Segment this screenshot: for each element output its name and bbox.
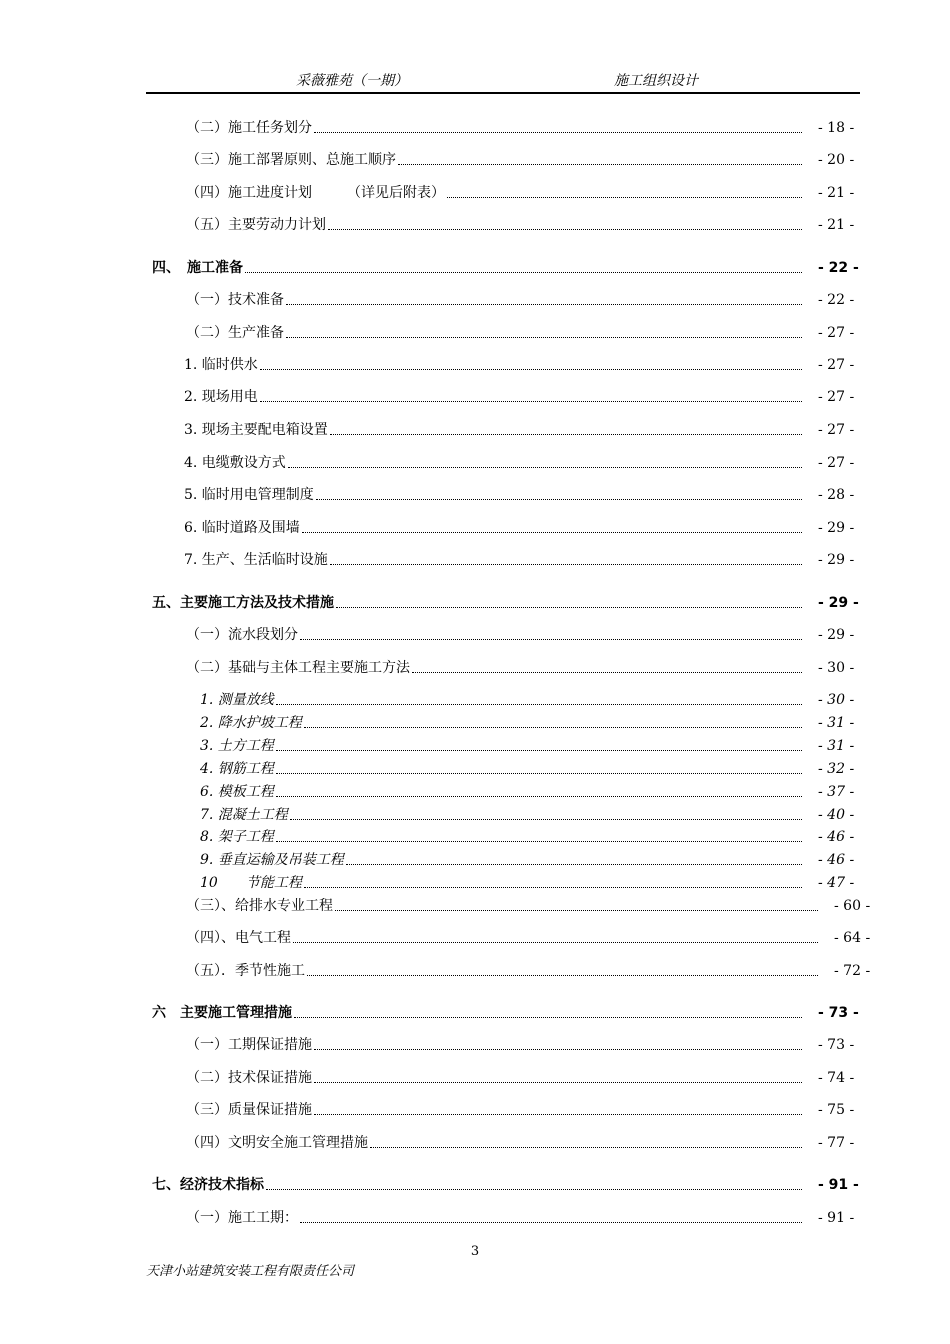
- toc-entry-label: 8. 架子工程: [200, 829, 274, 845]
- toc-entry-label: （二）施工任务划分: [186, 120, 312, 136]
- toc-entry-page: - 77 -: [818, 1135, 855, 1151]
- toc-leader-dots: [330, 564, 802, 565]
- toc-entry-page: - 18 -: [818, 120, 855, 136]
- toc-entry[interactable]: [0, 625, 950, 645]
- toc-entry-label: （四）文明安全施工管理措施: [186, 1135, 368, 1151]
- toc-entry[interactable]: [0, 215, 950, 235]
- toc-entry[interactable]: [0, 387, 950, 407]
- toc-entry-label: 3. 土方工程: [200, 738, 274, 754]
- toc-entry[interactable]: [0, 928, 950, 948]
- toc-entry-label: （四）、电气工程: [186, 930, 291, 946]
- toc-entry-page: - 29 -: [818, 627, 855, 643]
- toc-entry[interactable]: [0, 518, 950, 538]
- toc-entry-page: - 28 -: [818, 487, 855, 503]
- toc-leader-dots: [290, 819, 802, 820]
- toc-entry[interactable]: [0, 896, 950, 916]
- toc-entry[interactable]: [0, 593, 950, 613]
- toc-entry[interactable]: [0, 713, 950, 733]
- toc-leader-dots: [398, 164, 802, 165]
- toc-entry-page: - 22 -: [818, 292, 855, 308]
- toc-leader-dots: [304, 727, 802, 728]
- toc-leader-dots: [300, 639, 802, 640]
- toc-entry-label: 1. 临时供水: [184, 357, 258, 373]
- toc-entry-label: （二）技术保证措施: [186, 1070, 312, 1086]
- toc-entry-page: - 73 -: [818, 1005, 859, 1021]
- page-footer-company: 天津小站建筑安装工程有限责任公司: [146, 1264, 355, 1279]
- toc-entry-page: - 72 -: [834, 963, 871, 979]
- toc-entry-page: - 64 -: [834, 930, 871, 946]
- toc-entry-label: （二）基础与主体工程主要施工方法: [186, 660, 410, 676]
- toc-entry-page: - 73 -: [818, 1037, 855, 1053]
- toc-entry[interactable]: [0, 550, 950, 570]
- page-header: [146, 70, 860, 94]
- toc-entry[interactable]: [0, 1035, 950, 1055]
- toc-entry-page: - 46 -: [818, 829, 855, 845]
- toc-leader-dots: [294, 1017, 802, 1018]
- toc-entry-page: - 32 -: [818, 761, 855, 777]
- toc-entry-page: - 60 -: [834, 898, 871, 914]
- toc-leader-dots: [336, 607, 802, 608]
- toc-entry-label: （一）施工工期：: [186, 1210, 298, 1226]
- toc-leader-dots: [286, 337, 802, 338]
- page-number: 3: [470, 1244, 480, 1259]
- toc-entry-page: - 27 -: [818, 325, 855, 341]
- toc-entry[interactable]: [0, 258, 950, 278]
- toc-entry-page: - 20 -: [818, 152, 855, 168]
- toc-entry-page: - 31 -: [818, 738, 855, 754]
- toc-entry-page: - 91 -: [818, 1177, 859, 1193]
- toc-leader-dots: [307, 975, 818, 976]
- header-project-name: 采薇雅苑（一期）: [296, 73, 408, 89]
- toc-entry-page: - 30 -: [818, 692, 855, 708]
- toc-leader-dots: [346, 864, 802, 865]
- toc-entry[interactable]: [0, 827, 950, 847]
- toc-entry-label: 5. 临时用电管理制度: [184, 487, 314, 503]
- toc-leader-dots: [286, 304, 802, 305]
- toc-entry-label: （二）生产准备: [186, 325, 284, 341]
- toc-entry-label: 七、经济技术指标: [152, 1177, 264, 1193]
- toc-entry-page: - 27 -: [818, 422, 855, 438]
- toc-entry[interactable]: [0, 183, 950, 203]
- toc-entry[interactable]: [0, 420, 950, 440]
- toc-leader-dots: [314, 1049, 802, 1050]
- toc-leader-dots: [304, 887, 802, 888]
- toc-entry[interactable]: [0, 1068, 950, 1088]
- toc-entry[interactable]: [0, 1100, 950, 1120]
- toc-entry-page: - 74 -: [818, 1070, 855, 1086]
- toc-leader-dots: [302, 532, 802, 533]
- toc-entry-label: 4. 电缆敷设方式: [184, 455, 286, 471]
- toc-entry[interactable]: [0, 690, 950, 710]
- toc-leader-dots: [328, 229, 802, 230]
- toc-entry-page: - 30 -: [818, 660, 855, 676]
- toc-entry-label: 1. 测量放线: [200, 692, 274, 708]
- toc-entry-label: 6. 临时道路及围墙: [184, 520, 300, 536]
- toc-entry-label: 四、 施工准备: [152, 260, 243, 276]
- toc-entry-label: 六 主要施工管理措施: [152, 1005, 292, 1021]
- toc-entry-label: 6. 模板工程: [200, 784, 274, 800]
- toc-entry-label: 2. 降水护坡工程: [200, 715, 302, 731]
- toc-entry-label: （一）流水段划分: [186, 627, 298, 643]
- toc-entry-page: - 27 -: [818, 455, 855, 471]
- toc-entry[interactable]: [0, 1003, 950, 1023]
- toc-entry-page: - 31 -: [818, 715, 855, 731]
- toc-entry[interactable]: [0, 453, 950, 473]
- toc-entry[interactable]: [0, 118, 950, 138]
- toc-leader-dots: [245, 272, 802, 273]
- toc-entry-page: - 91 -: [818, 1210, 855, 1226]
- toc-leader-dots: [260, 401, 802, 402]
- toc-leader-dots: [276, 750, 802, 751]
- toc-leader-dots: [335, 910, 818, 911]
- toc-entry-label: （五）．季节性施工: [186, 963, 305, 979]
- toc-entry-label: （一）技术准备: [186, 292, 284, 308]
- toc-entry[interactable]: [0, 850, 950, 870]
- toc-entry[interactable]: [0, 1208, 950, 1228]
- toc-leader-dots: [370, 1147, 802, 1148]
- toc-entry-page: - 29 -: [818, 595, 859, 611]
- toc-entry-label: （三）施工部署原则、总施工顺序: [186, 152, 396, 168]
- toc-entry[interactable]: [0, 658, 950, 678]
- toc-entry-page: - 47 -: [818, 875, 855, 891]
- toc-entry-page: - 40 -: [818, 807, 855, 823]
- toc-entry-page: - 27 -: [818, 389, 855, 405]
- toc-entry-page: - 21 -: [818, 185, 855, 201]
- toc-leader-dots: [316, 499, 802, 500]
- toc-leader-dots: [314, 1082, 802, 1083]
- toc-entry[interactable]: [0, 323, 950, 343]
- toc-entry-label: 9. 垂直运输及吊装工程: [200, 852, 344, 868]
- toc-entry-page: - 37 -: [818, 784, 855, 800]
- toc-leader-dots: [266, 1189, 802, 1190]
- toc-entry[interactable]: [0, 961, 950, 981]
- toc-entry-label: 7. 生产、生活临时设施: [184, 552, 328, 568]
- toc-entry[interactable]: [0, 1133, 950, 1153]
- toc-entry-label: （三）质量保证措施: [186, 1102, 312, 1118]
- toc-entry[interactable]: [0, 1175, 950, 1195]
- toc-entry[interactable]: [0, 873, 950, 893]
- toc-leader-dots: [314, 1114, 802, 1115]
- toc-entry-label: 10 节能工程: [200, 875, 302, 891]
- toc-leader-dots: [447, 197, 802, 198]
- toc-leader-dots: [293, 942, 818, 943]
- toc-entry-label: （三）、给排水专业工程: [186, 898, 333, 914]
- toc-entry-page: - 27 -: [818, 357, 855, 373]
- toc-entry-page: - 21 -: [818, 217, 855, 233]
- toc-leader-dots: [276, 796, 802, 797]
- toc-entry[interactable]: [0, 485, 950, 505]
- toc-entry[interactable]: [0, 150, 950, 170]
- header-doc-title: 施工组织设计: [614, 73, 698, 89]
- toc-entry-page: - 29 -: [818, 520, 855, 536]
- toc-entry[interactable]: [0, 290, 950, 310]
- toc-entry-label: 3. 现场主要配电箱设置: [184, 422, 328, 438]
- toc-entry-page: - 22 -: [818, 260, 859, 276]
- toc-entry-label: （四）施工进度计划 （详见后附表）: [186, 185, 445, 201]
- toc-leader-dots: [412, 672, 802, 673]
- toc-entry-label: 4. 钢筋工程: [200, 761, 274, 777]
- toc-entry-page: - 29 -: [818, 552, 855, 568]
- toc-leader-dots: [330, 434, 802, 435]
- toc-entry[interactable]: [0, 355, 950, 375]
- toc-leader-dots: [276, 841, 802, 842]
- toc-leader-dots: [276, 773, 802, 774]
- toc-leader-dots: [276, 704, 802, 705]
- toc-entry[interactable]: [0, 782, 950, 802]
- toc-leader-dots: [260, 369, 802, 370]
- toc-entry[interactable]: [0, 759, 950, 779]
- toc-entry[interactable]: [0, 805, 950, 825]
- toc-entry-label: 2. 现场用电: [184, 389, 258, 405]
- toc-leader-dots: [314, 132, 802, 133]
- toc-entry[interactable]: [0, 736, 950, 756]
- toc-entry-page: - 75 -: [818, 1102, 855, 1118]
- toc-entry-label: 7. 混凝土工程: [200, 807, 288, 823]
- toc-entry-label: 五、主要施工方法及技术措施: [152, 595, 334, 611]
- toc-entry-label: （一）工期保证措施: [186, 1037, 312, 1053]
- toc-entry-page: - 46 -: [818, 852, 855, 868]
- toc-entry-label: （五）主要劳动力计划: [186, 217, 326, 233]
- toc-leader-dots: [288, 467, 802, 468]
- toc-leader-dots: [300, 1222, 802, 1223]
